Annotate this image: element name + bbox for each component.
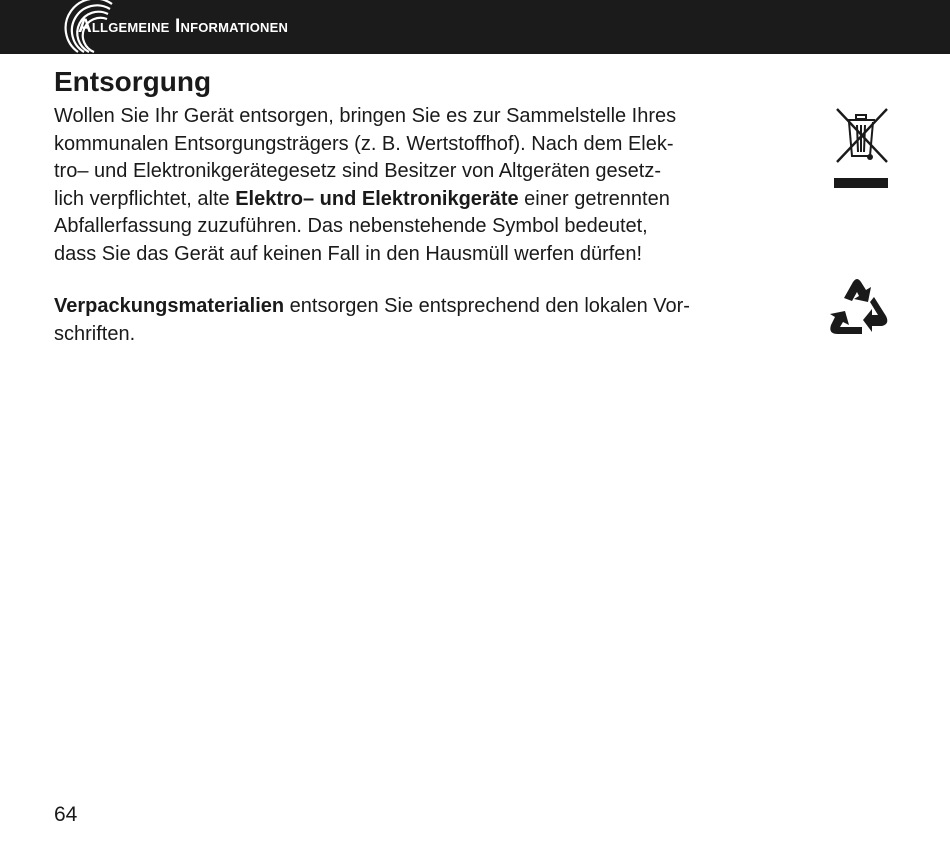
paragraph-text: entsorgen Sie entsprechend den lokalen Vor-: [284, 295, 690, 317]
recycling-arrows-icon: [822, 274, 892, 340]
paragraph-line: schriften.: [54, 322, 136, 345]
paragraph-line: [54, 186, 794, 214]
section-heading: Entsorgung: [54, 66, 212, 97]
paragraph-line: kommunalen Entsorgungsträgers (z. B. Wertstoffhof). Nach dem Elek-: [54, 132, 674, 155]
disposal-paragraph: [54, 103, 794, 268]
emphasized-term: Elektro– und Elektronikgeräte: [235, 187, 519, 210]
paragraph-line: [54, 293, 794, 321]
paragraph-line: dass Sie das Gerät auf keinen Fall in den Hausmüll werfen dürfen!: [54, 242, 643, 265]
paragraph-line: tro– und Elektronikgerätegesetz sind Besitzer von Altgeräten gesetz-: [54, 160, 662, 182]
header-bar: [0, 0, 950, 54]
header-title: Allgemeine Informationen: [78, 16, 289, 37]
page-number: 64: [54, 803, 78, 826]
emphasized-term: Verpackungsmaterialien: [54, 295, 285, 317]
packaging-paragraph: [54, 293, 794, 348]
paragraph-line: Wollen Sie Ihr Gerät entsorgen, bringen Sie es zur Sammelstelle Ihres: [54, 105, 677, 127]
paragraph-line: Abfallerfassung zuzuführen. Das nebenstehende Symbol bedeutet,: [54, 215, 648, 237]
paragraph-text: einer getrennten: [518, 187, 670, 210]
paragraph-text: lich verpflichtet, alte: [54, 187, 236, 210]
crossed-out-wheelie-bin-icon: [832, 106, 890, 190]
